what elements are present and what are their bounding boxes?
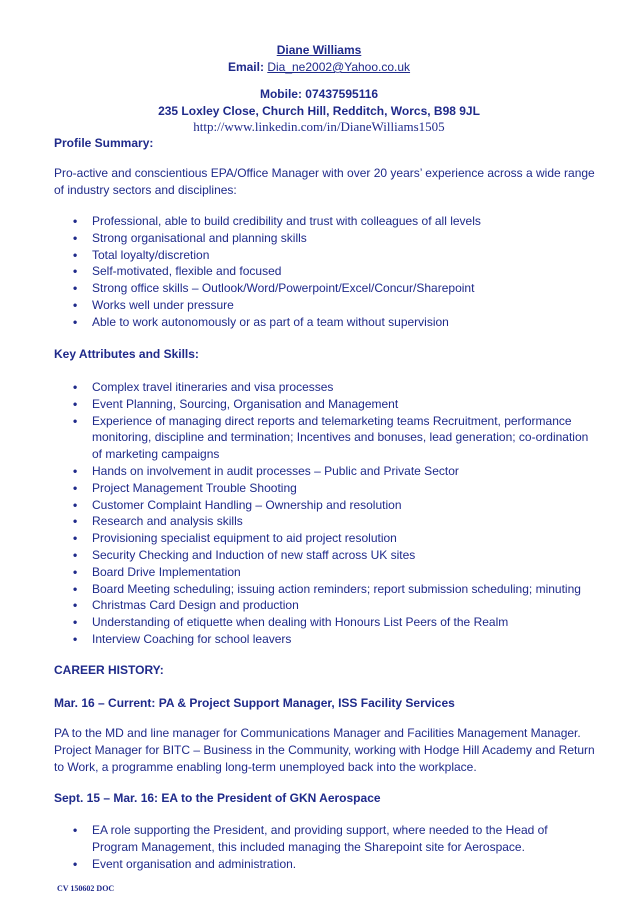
list-item: • Strong organisational and planning skills [54, 230, 481, 247]
candidate-name-text: Diane Williams [276, 43, 362, 57]
linkedin-link[interactable]: http://www.linkedin.com/in/DianeWilliams1505 [193, 119, 445, 134]
mobile-number: 07437595116 [305, 87, 379, 101]
list-item-line-1: EA role supporting the President, and providing support, where needed to the Head of [92, 823, 548, 837]
list-item: • Hands on involvement in audit processes – Public and Private Sector [54, 463, 588, 480]
email-label: Email: [227, 60, 264, 74]
list-item: • Professional, able to build credibility and trust with colleagues of all levels [54, 213, 481, 230]
list-item [54, 413, 588, 463]
profile-bullet-list [54, 213, 481, 331]
job-2-bullet-list [54, 822, 548, 872]
list-item: • Total loyalty/discretion [54, 247, 481, 264]
profile-heading: Profile Summary: [54, 136, 154, 150]
email-link[interactable]: Dia_ne2002@Yahoo.co.uk [267, 60, 411, 74]
list-item: • Strong office skills – Outlook/Word/Powerpoint/Excel/Concur/Sharepoint [54, 280, 481, 297]
list-item-line-3: of marketing campaigns [92, 447, 220, 462]
list-item: • Board Drive Implementation [54, 564, 588, 581]
address-line: 235 Loxley Close, Church Hill, Redditch, Worcs, B98 9JL [158, 104, 480, 118]
list-item: • Research and analysis skills [54, 513, 588, 530]
job-1-title: Mar. 16 – Current: PA & Project Support Manager, ISS Facility Services [54, 696, 455, 710]
email-line [0, 59, 638, 76]
list-item: • Event organisation and administration. [54, 856, 548, 873]
list-item-line-1: Experience of managing direct reports and telemarketing teams Recruitment, performance [92, 413, 572, 428]
list-item: • Event Planning, Sourcing, Organisation and Management [54, 396, 588, 413]
list-item: • Customer Complaint Handling – Ownership and resolution [54, 497, 588, 514]
profile-intro-line-2: of industry sectors and disciplines: [54, 183, 237, 197]
candidate-name [0, 42, 638, 59]
job-1-description-line-2: Project Manager for BITC – Business in the Community, working with Hodge Hill Academy and Return [54, 743, 595, 757]
list-item: • Interview Coaching for school leavers [54, 631, 588, 648]
skills-heading: Key Attributes and Skills: [54, 347, 199, 361]
job-2-title: Sept. 15 – Mar. 16: EA to the President of GKN Aerospace [54, 791, 381, 805]
list-item: • Security Checking and Induction of new staff across UK sites [54, 547, 588, 564]
list-item: • Board Meeting scheduling; issuing action reminders; report submission scheduling; minuting [54, 581, 588, 598]
footer-doc-id: CV 150602 DOC [57, 884, 115, 893]
list-item-line-2: monitoring, discipline and termination; Incentives and bonuses, lead generation; co-ordination [92, 430, 589, 445]
list-item: • Christmas Card Design and production [54, 597, 588, 614]
list-item-line-2: Program Management, this included managing the Sharepoint site for Aerospace. [92, 839, 525, 854]
list-item: • Complex travel itineraries and visa processes [54, 379, 588, 396]
list-item: • Provisioning specialist equipment to aid project resolution [54, 530, 588, 547]
profile-intro-line-1: Pro-active and conscientious EPA/Office Manager with over 20 years’ experience across a wide range [54, 166, 595, 180]
list-item: • Able to work autonomously or as part of a team without supervision [54, 314, 481, 331]
list-item: • Project Management Trouble Shooting [54, 480, 588, 497]
mobile-label: Mobile: [259, 87, 302, 101]
mobile-line [0, 86, 638, 103]
job-1-description-line-1: PA to the MD and line manager for Communications Manager and Facilities Management Manager. [54, 726, 581, 740]
skills-bullet-list [54, 379, 588, 648]
list-item [54, 822, 548, 856]
list-item: • Works well under pressure [54, 297, 481, 314]
job-1-description-line-3: to Work, a programme enabling long-term unemployed back into the workplace. [54, 760, 477, 774]
career-heading: CAREER HISTORY: [54, 663, 164, 677]
list-item: • Self-motivated, flexible and focused [54, 263, 481, 280]
list-item: • Understanding of etiquette when dealing with Honours List Peers of the Realm [54, 614, 588, 631]
